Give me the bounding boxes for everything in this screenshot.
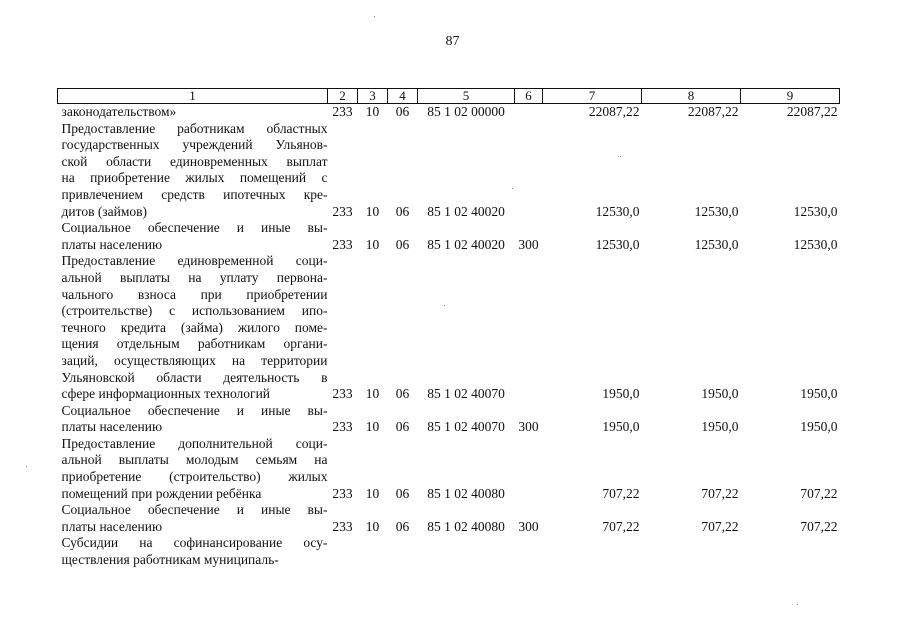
section-cell: 10 bbox=[365, 485, 380, 501]
section-cell: 10 bbox=[365, 236, 380, 252]
row-description bbox=[58, 535, 328, 568]
column-header-4: 4 bbox=[388, 89, 418, 104]
amount-cell: 707,22 bbox=[602, 485, 640, 501]
code-cell bbox=[328, 535, 358, 568]
amount-cell: 12530,0 bbox=[793, 236, 838, 252]
subsection-cell: 06 bbox=[395, 485, 410, 501]
description-line: течного кредита (займа) жилого поме- bbox=[61, 319, 328, 335]
amount-cell: 707,22 bbox=[602, 518, 640, 534]
table-row bbox=[58, 121, 840, 221]
section-cell: 10 bbox=[365, 518, 380, 534]
section-cell: 10 bbox=[365, 419, 380, 435]
amount-cell: 1950,0 bbox=[800, 419, 838, 435]
amount-cell: 22087,22 bbox=[786, 104, 838, 119]
table-row bbox=[58, 253, 840, 402]
target-article-cell: 85 1 02 40080 bbox=[427, 518, 505, 534]
table-row bbox=[58, 502, 840, 535]
amount-cell: 1950,0 bbox=[602, 419, 640, 435]
subsection-cell: 06 bbox=[395, 236, 410, 252]
target-article-cell: 85 1 02 40020 bbox=[427, 203, 505, 219]
expense-type-cell bbox=[515, 104, 543, 121]
subsection-cell: 06 bbox=[395, 386, 410, 402]
section-cell: 10 bbox=[365, 386, 380, 402]
expense-type-cell bbox=[515, 121, 543, 221]
scan-speck bbox=[374, 16, 375, 17]
code-cell: 233 bbox=[332, 485, 353, 501]
description-line: привлечением средств ипотечных кре- bbox=[61, 186, 328, 202]
row-description bbox=[58, 436, 328, 502]
description-line: Ульяновской области деятельность в bbox=[61, 369, 328, 385]
amount-cell: 707,22 bbox=[800, 485, 838, 501]
target-article-cell: 85 1 02 40070 bbox=[427, 419, 505, 435]
column-header-7: 7 bbox=[543, 89, 642, 104]
description-line: законодательством» bbox=[61, 104, 177, 119]
page-number: 87 bbox=[445, 34, 460, 49]
table-row bbox=[58, 104, 840, 121]
expense-type-cell bbox=[515, 436, 543, 502]
description-line: Предоставление дополнительной соци- bbox=[61, 435, 328, 451]
row-description bbox=[58, 403, 328, 436]
amount-cell: 707,22 bbox=[800, 518, 838, 534]
description-line: чального взноса при приобретении bbox=[61, 286, 328, 302]
target-article-cell: 85 1 02 00000 bbox=[427, 104, 505, 119]
column-header-9: 9 bbox=[741, 89, 840, 104]
column-header-2: 2 bbox=[328, 89, 358, 104]
row-description bbox=[58, 121, 328, 221]
amount-cell: 707,22 bbox=[701, 485, 739, 501]
description-line: щения отдельным работникам органи- bbox=[61, 336, 328, 352]
amount-cell: 12530,0 bbox=[595, 203, 640, 219]
column-header-5: 5 bbox=[418, 89, 515, 104]
amount-cell: 1950,0 bbox=[701, 419, 739, 435]
amount-cell: 1950,0 bbox=[602, 386, 640, 402]
description-line: государственных учреждений Ульянов- bbox=[61, 137, 328, 153]
amount-cell: 707,22 bbox=[701, 518, 739, 534]
amount-cell: 1950,0 bbox=[701, 386, 739, 402]
description-line: помещений при рождении ребёнка bbox=[61, 485, 262, 501]
scan-speck bbox=[620, 156, 621, 157]
subsection-cell bbox=[388, 535, 418, 568]
description-line: приобретение (строительство) жилых bbox=[61, 469, 328, 485]
amount-cell bbox=[543, 535, 642, 568]
scan-speck bbox=[26, 466, 27, 467]
budget-table bbox=[57, 88, 840, 569]
table-row bbox=[58, 436, 840, 502]
amount-cell bbox=[642, 535, 741, 568]
subsection-cell: 06 bbox=[395, 104, 410, 119]
code-cell: 233 bbox=[332, 386, 353, 402]
code-cell: 233 bbox=[332, 236, 353, 252]
expense-type-cell: 300 bbox=[518, 518, 539, 534]
target-article-cell: 85 1 02 40080 bbox=[427, 485, 505, 501]
column-header-1: 1 bbox=[58, 89, 328, 104]
description-line: платы населению bbox=[61, 236, 163, 252]
code-cell: 233 bbox=[332, 203, 353, 219]
target-article-cell bbox=[418, 535, 515, 568]
scan-speck bbox=[444, 305, 445, 306]
code-cell: 233 bbox=[332, 419, 353, 435]
description-line: Предоставление единовременной соци- bbox=[61, 253, 328, 269]
table-body bbox=[58, 104, 840, 569]
amount-cell: 12530,0 bbox=[793, 203, 838, 219]
column-header-6: 6 bbox=[515, 89, 543, 104]
table-row bbox=[58, 220, 840, 253]
description-line: дитов (займов) bbox=[61, 203, 148, 219]
description-line: альной выплаты молодым семьям на bbox=[61, 452, 328, 468]
description-line: сфере информационных технологий bbox=[61, 386, 271, 402]
expense-type-cell bbox=[515, 535, 543, 568]
description-line: (строительстве) с использованием ипо- bbox=[61, 303, 328, 319]
description-line: Субсидии на софинансирование осу- bbox=[61, 535, 328, 551]
row-description bbox=[58, 220, 328, 253]
amount-cell: 12530,0 bbox=[595, 236, 640, 252]
section-cell: 10 bbox=[365, 104, 380, 119]
scan-speck bbox=[512, 188, 513, 189]
description-line: платы населению bbox=[61, 419, 163, 435]
description-line: платы населению bbox=[61, 518, 163, 534]
expense-type-cell: 300 bbox=[518, 419, 539, 435]
amount-cell: 12530,0 bbox=[694, 236, 739, 252]
expense-type-cell bbox=[515, 253, 543, 402]
amount-cell: 22087,22 bbox=[588, 104, 640, 119]
amount-cell bbox=[741, 535, 840, 568]
amount-cell: 12530,0 bbox=[694, 203, 739, 219]
code-cell: 233 bbox=[332, 104, 353, 119]
code-cell: 233 bbox=[332, 518, 353, 534]
target-article-cell: 85 1 02 40070 bbox=[427, 386, 505, 402]
target-article-cell: 85 1 02 40020 bbox=[427, 236, 505, 252]
column-header-8: 8 bbox=[642, 89, 741, 104]
row-description bbox=[58, 253, 328, 402]
description-line: Социальное обеспечение и иные вы- bbox=[61, 502, 328, 518]
description-line: заций, осуществляющих на территории bbox=[61, 352, 328, 368]
table-row bbox=[58, 403, 840, 436]
description-line: ществления работникам муниципаль- bbox=[61, 552, 279, 568]
header-row bbox=[58, 89, 840, 104]
amount-cell: 22087,22 bbox=[687, 104, 739, 119]
subsection-cell: 06 bbox=[395, 419, 410, 435]
column-header-3: 3 bbox=[358, 89, 388, 104]
description-line: альной выплаты на уплату первона- bbox=[61, 269, 328, 285]
subsection-cell: 06 bbox=[395, 518, 410, 534]
scan-speck bbox=[797, 604, 798, 605]
description-line: Социальное обеспечение и иные вы- bbox=[61, 220, 328, 236]
section-cell: 10 bbox=[365, 203, 380, 219]
row-description bbox=[58, 104, 328, 121]
table-row bbox=[58, 535, 840, 568]
description-line: Социальное обеспечение и иные вы- bbox=[61, 402, 328, 418]
expense-type-cell: 300 bbox=[518, 236, 539, 252]
description-line: Предоставление работникам областных bbox=[61, 120, 328, 136]
amount-cell: 1950,0 bbox=[800, 386, 838, 402]
subsection-cell: 06 bbox=[395, 203, 410, 219]
section-cell bbox=[358, 535, 388, 568]
description-line: ской области единовременных выплат bbox=[61, 153, 328, 169]
row-description bbox=[58, 502, 328, 535]
description-line: на приобретение жилых помещений с bbox=[61, 170, 328, 186]
